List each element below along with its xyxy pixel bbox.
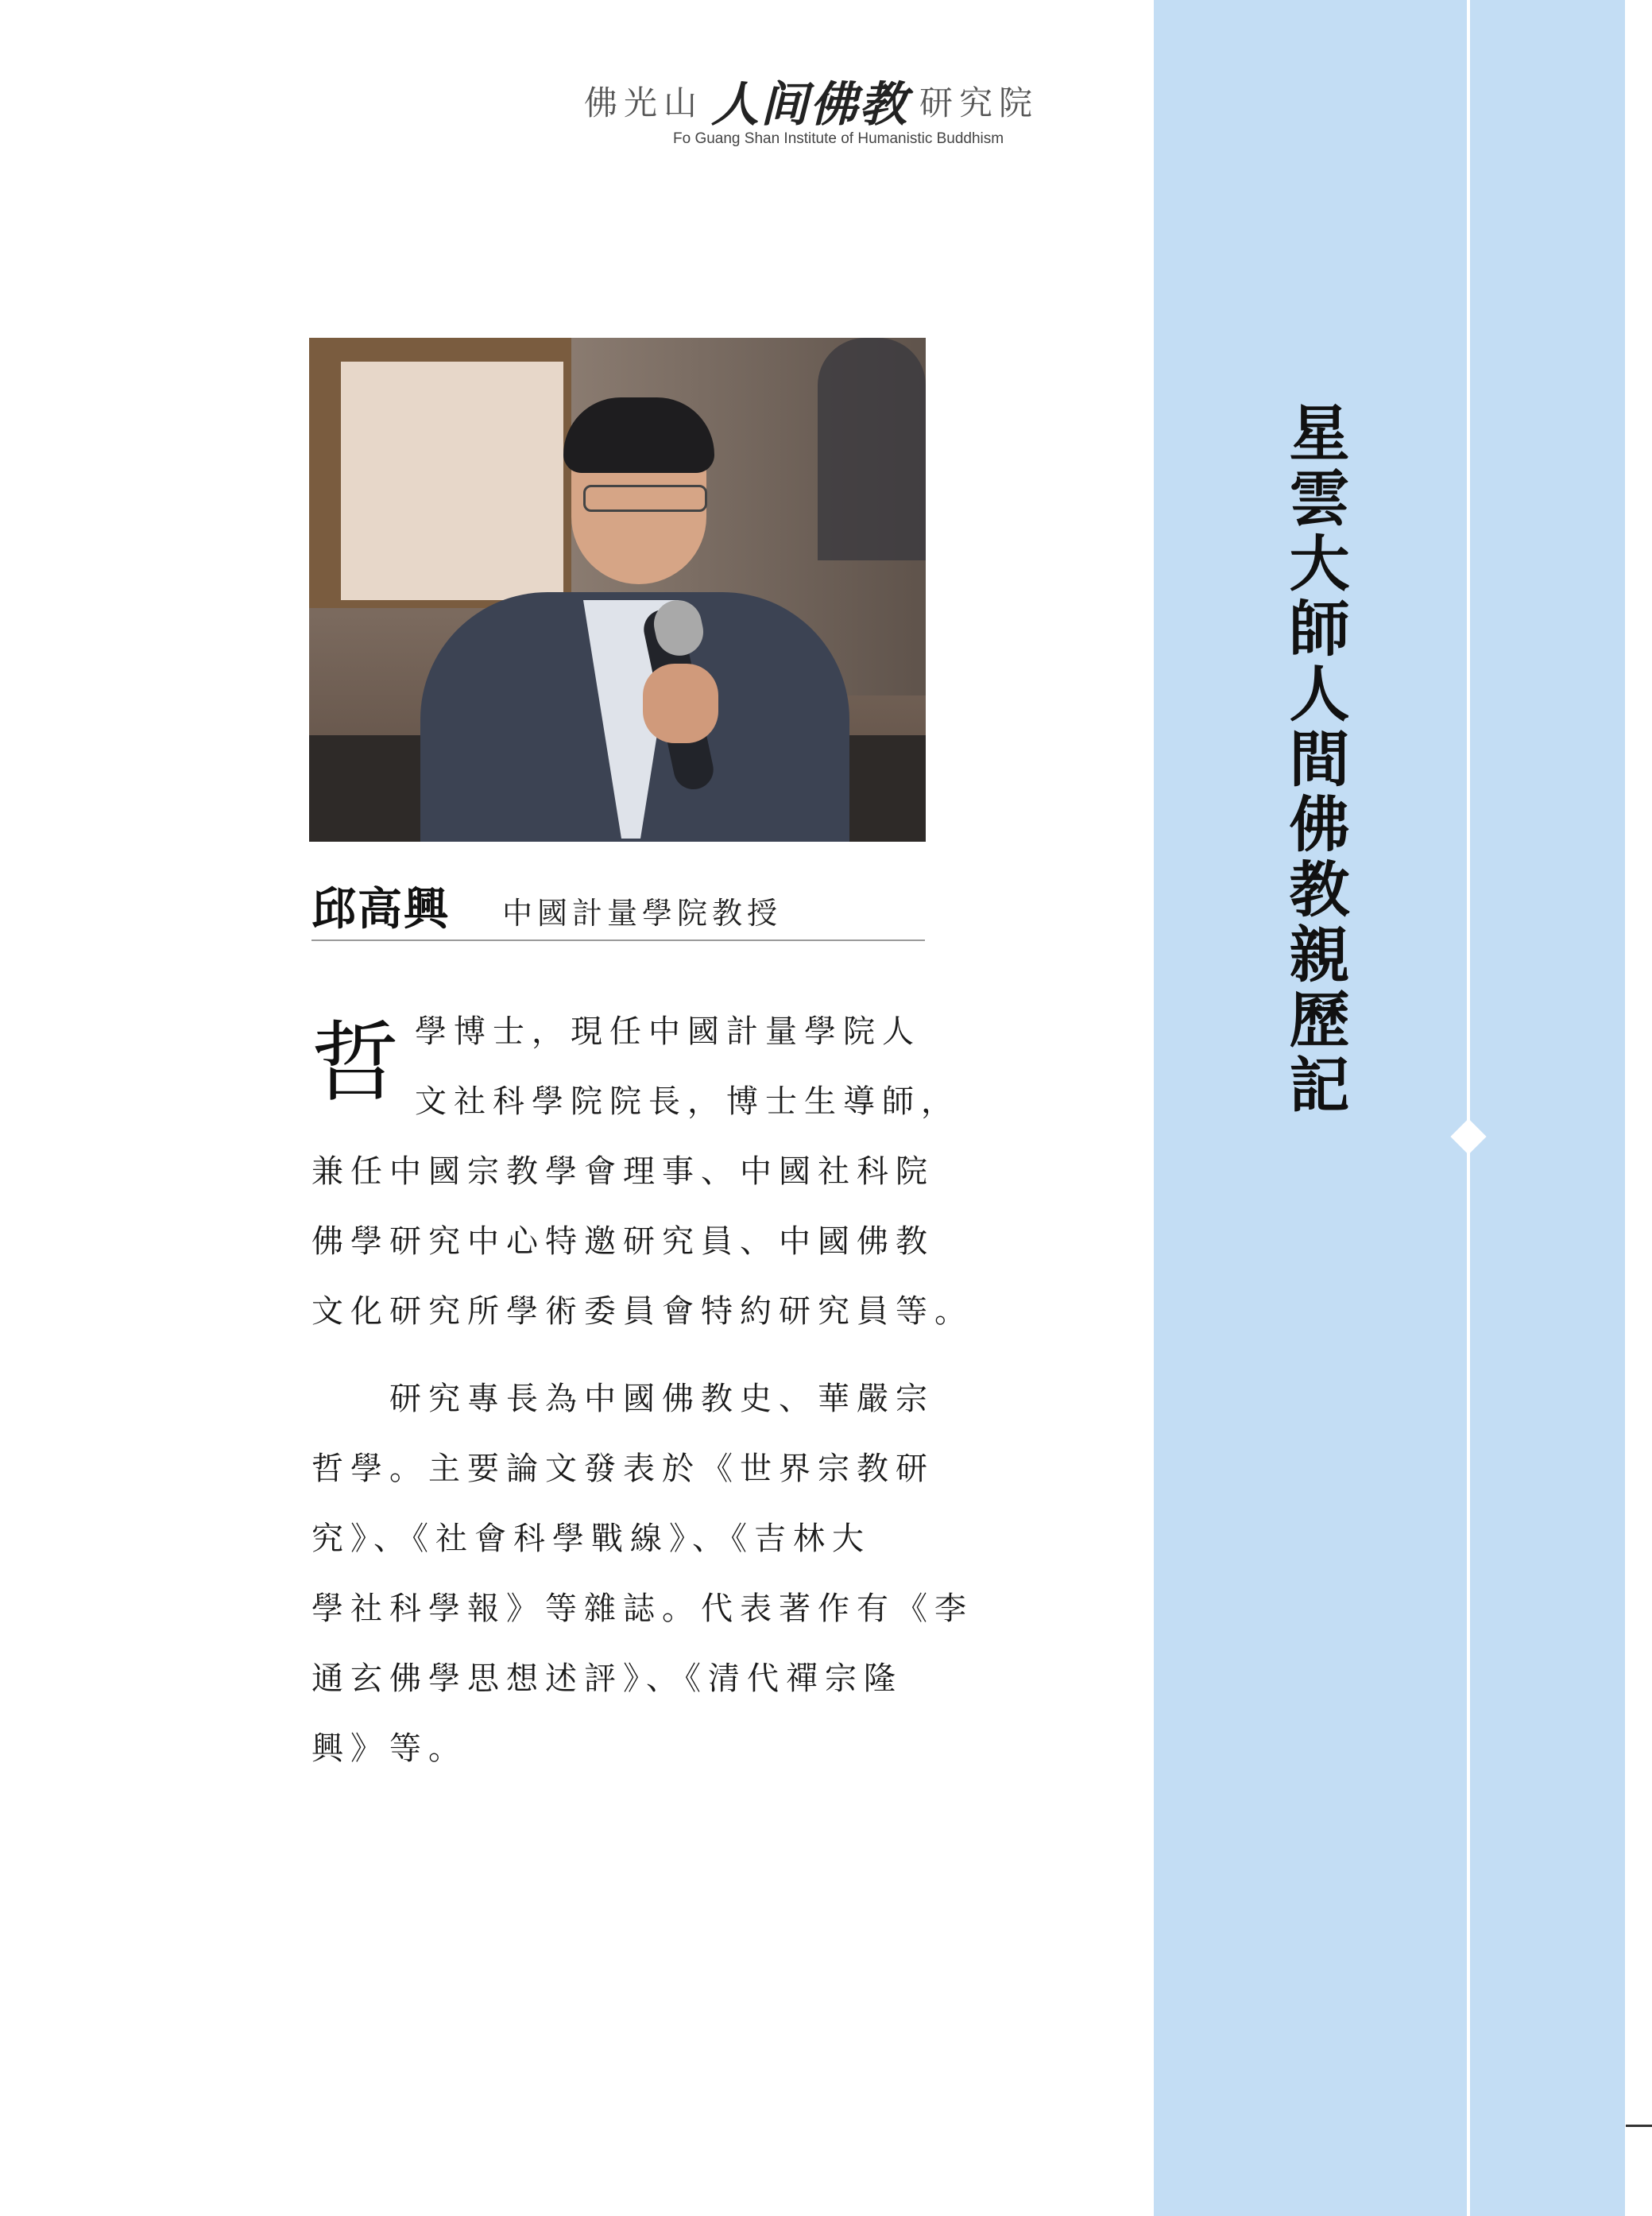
side-panel [1154, 0, 1625, 2216]
bio-line: 兼任中國宗教學會理事、中國社科院 [311, 1153, 934, 1190]
photo-background-painting [309, 338, 571, 608]
profile-title: 中國計量學院教授 [502, 896, 783, 931]
bio-line: 文化研究所學術委員會特約研究員等。 [311, 1293, 973, 1330]
profile-name: 邱高興 [311, 883, 450, 936]
bio-line: 研究專長為中國佛教史、華嚴宗 [311, 1381, 934, 1417]
bio-line: 學博士，現任中國計量學院人 [415, 1013, 921, 1050]
side-panel-divider [1467, 0, 1470, 2216]
portrait-photo [309, 338, 926, 842]
dropcap-character: 哲 [311, 1012, 399, 1114]
vertical-book-title: 星雲大師人間佛教親歷記 [1279, 401, 1350, 1118]
bio-line: 文社科學院院長，博士生導師， [415, 1083, 960, 1120]
photo-speaker-glasses [583, 485, 707, 512]
page-edge-marker [1626, 2125, 1652, 2127]
logo-text-institute: 研究院 [919, 83, 1039, 122]
bio-line: 學社科學報》等雜誌。代表著作有《李 [311, 1590, 973, 1627]
bio-paragraph-1 [311, 997, 973, 1346]
logo-english-name: Fo Guang Shan Institute of Humanistic Buddhism [673, 130, 1004, 147]
photo-background-person [818, 338, 926, 560]
institute-logo [584, 73, 1061, 147]
logo-text-calligraphy: 人间佛教 [711, 77, 909, 133]
bio-line: 究》、《社會科學戰線》、《吉林大 [311, 1521, 871, 1557]
profile-heading [311, 874, 925, 941]
bio-line: 通玄佛學思想述評》、《清代禪宗隆 [311, 1660, 903, 1697]
photo-speaker-hair [563, 397, 714, 473]
photo-speaker-hand [643, 664, 718, 743]
bio-line: 興》等。 [311, 1730, 467, 1767]
bio-line: 佛學研究中心特邀研究員、中國佛教 [311, 1223, 934, 1260]
logo-text-fgs: 佛光山 [584, 83, 704, 122]
bio-paragraph-2 [311, 1364, 973, 1784]
bio-line: 哲學。主要論文發表於《世界宗教研 [311, 1451, 934, 1487]
